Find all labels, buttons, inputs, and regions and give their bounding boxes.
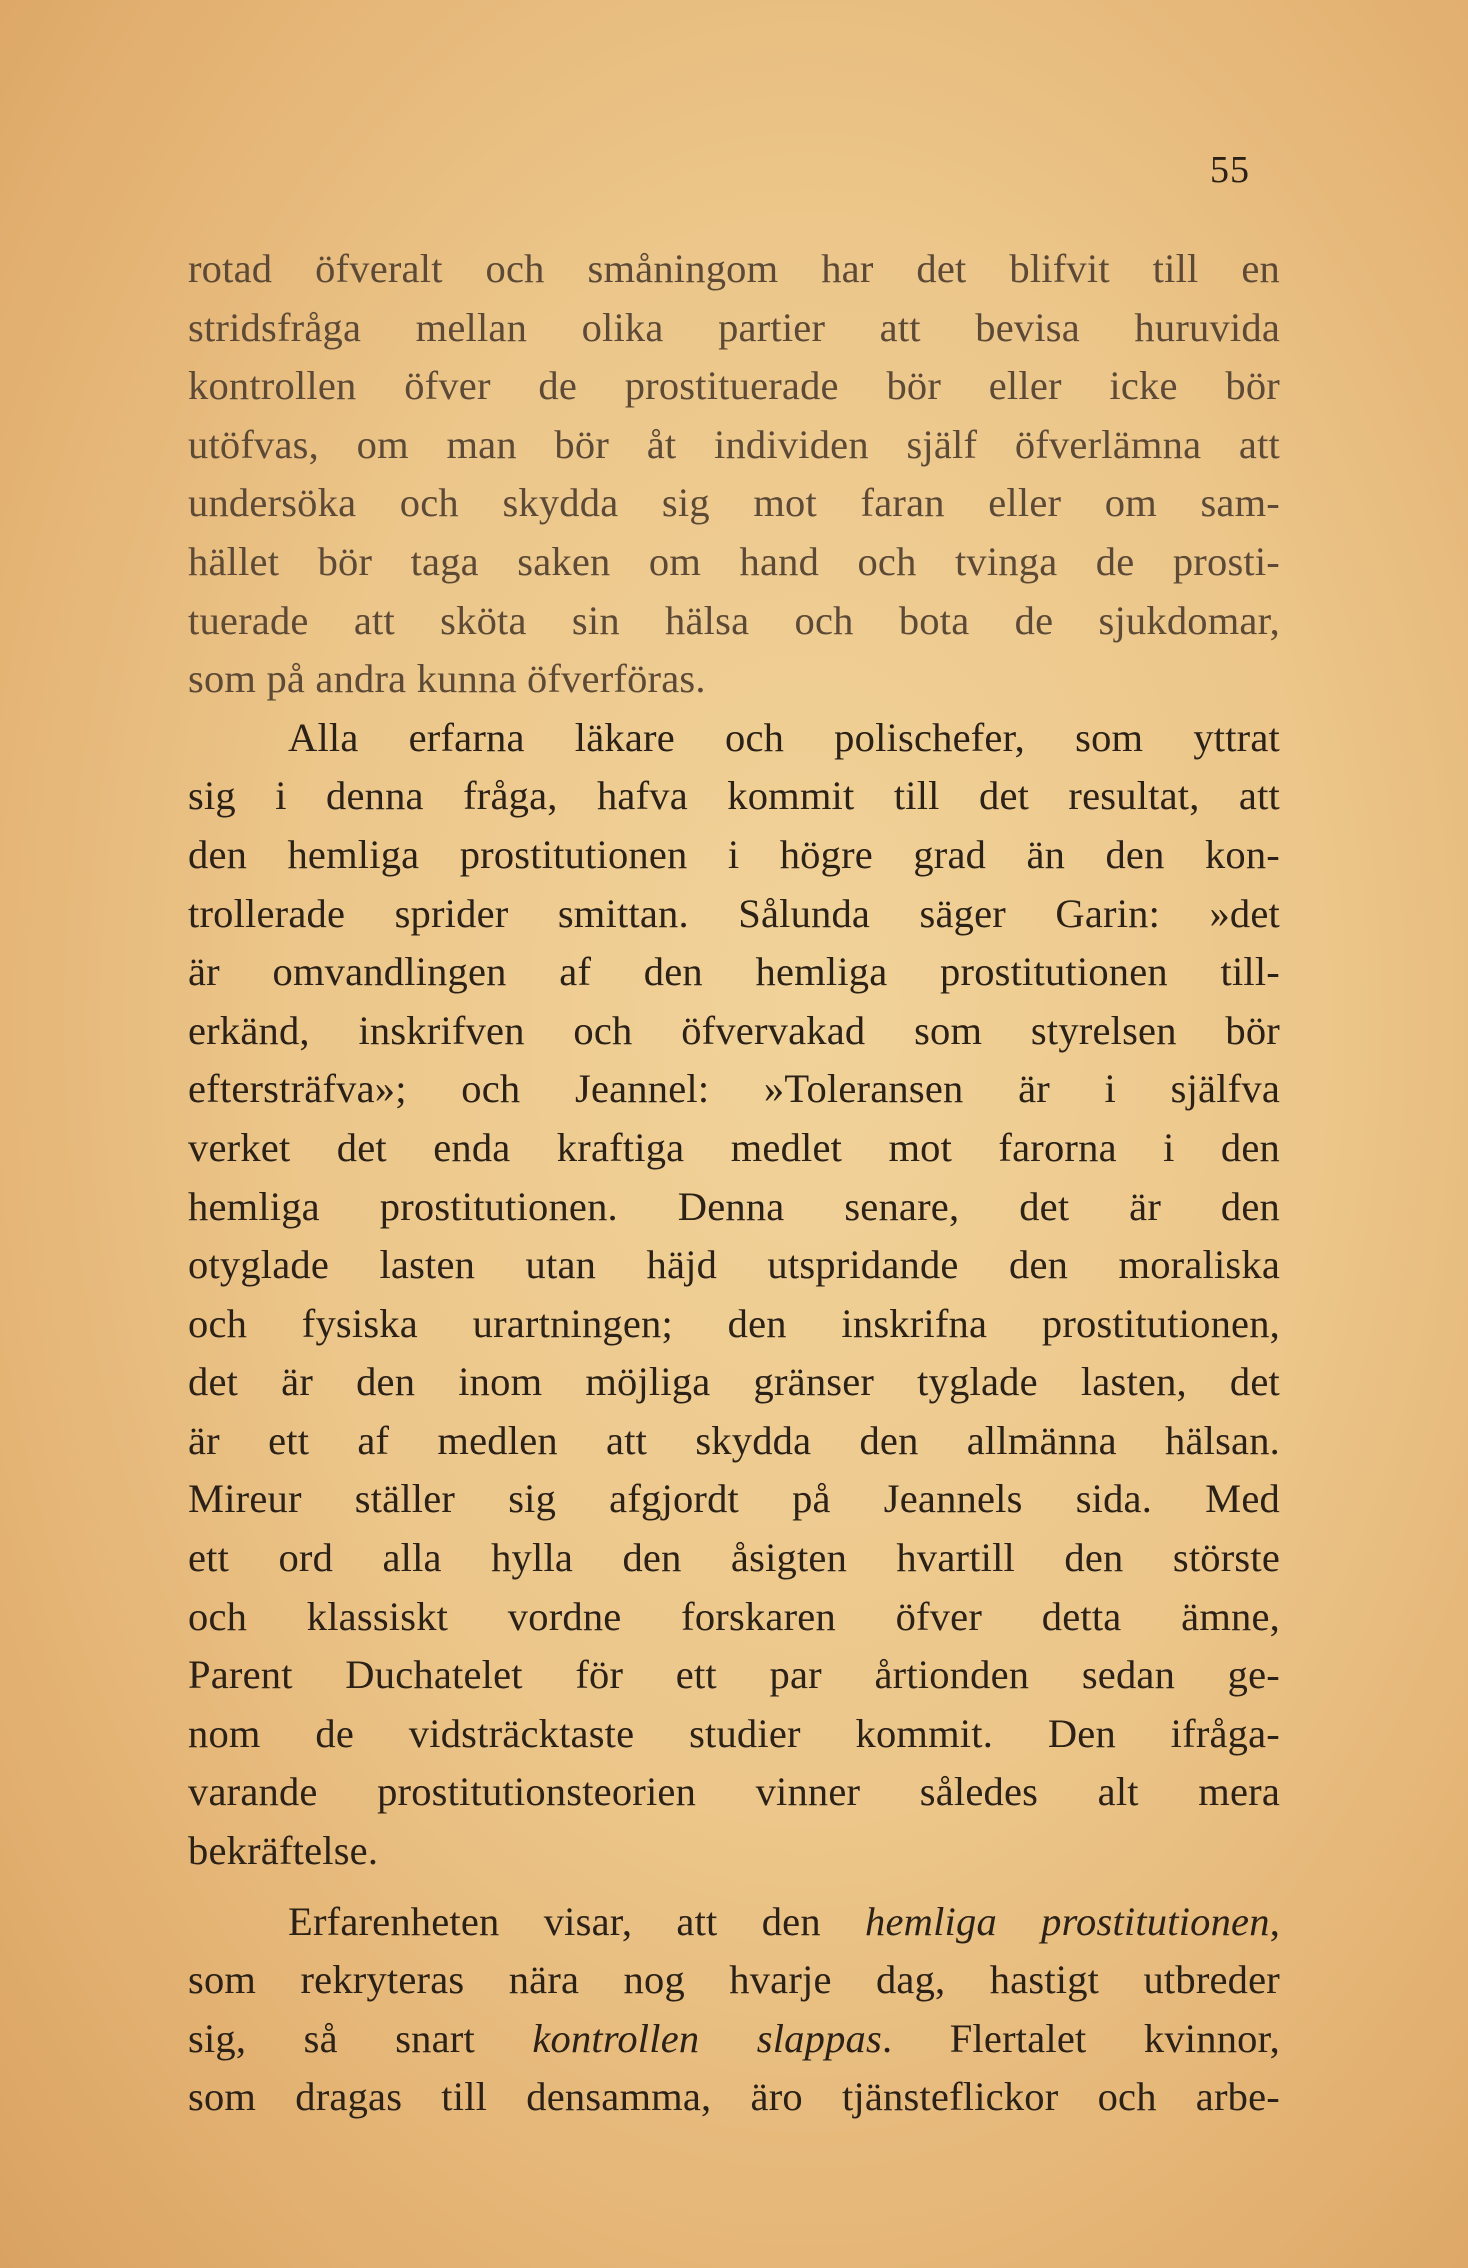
text-line: otyglade lasten utan häjd utspridande den moraliska bbox=[188, 1242, 1280, 1288]
text-line: kontrollen öfver de prostituerade bör eller icke bör bbox=[188, 363, 1280, 409]
text-line bbox=[188, 1893, 1280, 1952]
text-line: det är den inom möjliga gränser tyglade lasten, det bbox=[188, 1359, 1280, 1405]
paragraph-1 bbox=[188, 240, 1280, 709]
text-line: och klassiskt vordne forskaren öfver detta ämne, bbox=[188, 1593, 1280, 1639]
text-line: som på andra kunna öfverföras. bbox=[188, 656, 706, 702]
text-run: Erfarenheten visar, att den bbox=[288, 1898, 866, 1944]
text-line: och fysiska urartningen; den inskrifna prostitutionen, bbox=[188, 1300, 1280, 1346]
page-number: 55 bbox=[1210, 149, 1250, 191]
text-line: bekräftelse. bbox=[188, 1828, 379, 1874]
text-run: , bbox=[1269, 1898, 1281, 1944]
text-line: stridsfråga mellan olika partier att bevisa huruvida bbox=[188, 304, 1280, 350]
italic-phrase: hemliga prostitutionen bbox=[865, 1898, 1270, 1944]
text-run: . Flertalet kvinnor, bbox=[881, 2015, 1280, 2061]
italic-phrase: kontrollen bbox=[532, 2015, 700, 2061]
text-line: som dragas till densamma, äro tjänsteflickor och arbe- bbox=[188, 2074, 1280, 2120]
text-line: utöfvas, om man bör åt individen själf öfverlämna att bbox=[188, 421, 1280, 467]
text-line: hället bör taga saken om hand och tvinga de prosti- bbox=[188, 538, 1280, 584]
text-line: undersöka och skydda sig mot faran eller om sam- bbox=[188, 480, 1280, 526]
text-line: verket det enda kraftiga medlet mot farorna i den bbox=[188, 1124, 1280, 1170]
text-line: som rekryteras nära nog hvarje dag, hastigt utbreder bbox=[188, 1957, 1280, 2003]
text-line: Alla erfarna läkare och polischefer, som yttrat bbox=[288, 714, 1280, 760]
text-line: trollerade sprider smittan. Sålunda säger Garin: »det bbox=[188, 890, 1280, 936]
paragraph-2 bbox=[188, 709, 1280, 1881]
text-run bbox=[699, 2016, 756, 2061]
text-line: ett ord alla hylla den åsigten hvartill den störste bbox=[188, 1535, 1280, 1581]
text-line: hemliga prostitutionen. Denna senare, det är den bbox=[188, 1183, 1280, 1229]
text-line: erkänd, inskrifven och öfvervakad som styrelsen bör bbox=[188, 1007, 1280, 1053]
text-line: är ett af medlen att skydda den allmänna hälsan. bbox=[188, 1417, 1280, 1463]
text-line: varande prostitutionsteorien vinner således alt mera bbox=[188, 1769, 1280, 1815]
text-line: Mireur ställer sig afgjordt på Jeannels sida. Med bbox=[188, 1476, 1280, 1522]
text-line: tuerade att sköta sin hälsa och bota de sjukdomar, bbox=[188, 597, 1280, 643]
text-line: eftersträfva»; och Jeannel: »Toleransen är i själfva bbox=[188, 1066, 1280, 1112]
paragraph-3 bbox=[188, 1893, 1280, 2127]
body-text bbox=[188, 240, 1280, 2127]
text-line: är omvandlingen af den hemliga prostitutionen till- bbox=[188, 949, 1280, 995]
text-line: Parent Duchatelet för ett par årtionden sedan ge- bbox=[188, 1652, 1280, 1698]
italic-phrase: slappas bbox=[756, 2015, 882, 2061]
text-run: sig, så snart bbox=[188, 2015, 533, 2061]
text-line: rotad öfveralt och småningom har det blifvit till en bbox=[188, 246, 1280, 291]
paragraph-spacer bbox=[188, 1881, 1280, 1893]
text-line: sig i denna fråga, hafva kommit till det resultat, att bbox=[188, 773, 1280, 819]
text-line bbox=[188, 2010, 1280, 2069]
text-line: nom de vidsträcktaste studier kommit. Den ifråga- bbox=[188, 1710, 1280, 1756]
text-line: den hemliga prostitutionen i högre grad än den kon- bbox=[188, 831, 1280, 877]
